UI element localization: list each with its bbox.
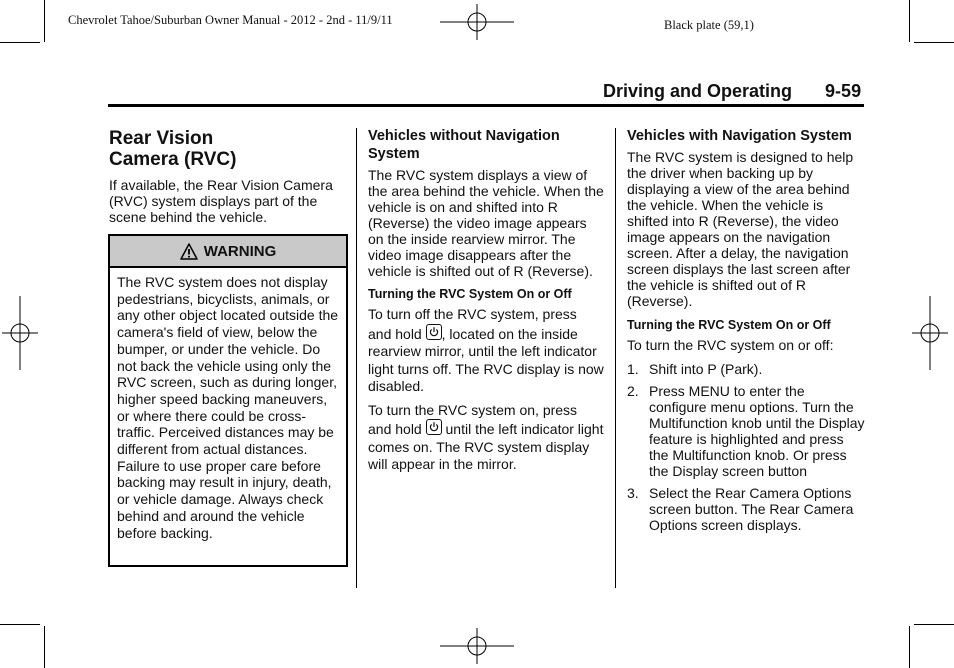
section-title: Driving and Operating — [603, 81, 793, 101]
column-divider — [356, 128, 357, 588]
intro-paragraph: If available, the Rear Vision Camera (RVC) system displays part of the scene behind the vehicle. — [109, 177, 333, 225]
page-number: 9-59 — [825, 81, 862, 101]
subheading-on-off: Turning the RVC System On or Off — [627, 318, 831, 332]
warning-triangle-icon — [180, 243, 198, 260]
warning-label: WARNING — [203, 242, 277, 260]
page-title: Rear Vision Camera (RVC) — [109, 128, 237, 170]
registration-mark-icon — [440, 628, 514, 664]
middle-column — [368, 127, 604, 474]
turn-off-paragraph: To turn off the RVC system, press and hold , located on the inside rearview mirror, until the left indicator light turns off. The RVC display is now disabled. — [368, 306, 604, 394]
crop-mark — [914, 624, 954, 625]
turn-on-paragraph: To turn the RVC system on, press and hold until the left indicator light comes on. The RVC system display will appear in the mirror. — [368, 401, 604, 472]
list-item: 1. Shift into P (Park). — [627, 361, 763, 377]
column-divider — [615, 128, 616, 588]
print-header-plate: Black plate (59,1) — [664, 18, 754, 32]
section-header — [603, 81, 861, 102]
right-column — [627, 127, 865, 539]
body-paragraph: The RVC system displays a view of the area behind the vehicle. When the vehicle is on and shifted into R (Reverse) the video image appears on the inside rearview mirror. The video image disappears after the vehicle is shifted out of R (Reverse). — [368, 167, 604, 279]
section-heading-no-nav: Vehicles without Navigation System — [368, 128, 560, 162]
list-item: 2. Press MENU to enter the configure menu options. Turn the Multifunction knob until the Display feature is highlighted and press the Multifunction knob. Or press the Display screen button — [627, 383, 865, 479]
power-button-icon — [426, 324, 442, 340]
list-item: 3. Select the Rear Camera Options screen button. The Rear Camera Options screen displays. — [627, 485, 854, 533]
subheading-on-off: Turning the RVC System On or Off — [368, 287, 572, 301]
crop-mark — [44, 626, 45, 668]
crop-mark — [44, 0, 45, 42]
section-heading-with-nav: Vehicles with Navigation System — [627, 128, 852, 144]
crop-mark — [909, 626, 910, 668]
registration-mark-icon — [2, 296, 38, 370]
crop-mark — [909, 0, 910, 42]
crop-mark — [0, 42, 40, 43]
left-column — [109, 128, 347, 225]
steps-list — [627, 361, 865, 533]
registration-mark-icon — [440, 4, 514, 40]
crop-mark — [914, 42, 954, 43]
warning-header — [110, 236, 346, 268]
crop-mark — [0, 624, 40, 625]
warning-box — [108, 234, 348, 567]
power-button-icon — [426, 419, 442, 435]
print-header-manual: Chevrolet Tahoe/Suburban Owner Manual - 2012 - 2nd - 11/9/11 — [68, 13, 393, 27]
registration-mark-icon — [912, 296, 948, 370]
warning-text: The RVC system does not display pedestrians, bicyclists, animals, or any other object located outside the camera's field of view, below the bumper, or under the vehicle. Do not back the vehicle using only the RVC screen, such as during longer, higher speed backing maneuvers, or where there could be cross-traffic. Perceived distances may be different from actual distances. Failure to use proper care before backing may result in injury, death, or vehicle damage. Always check behind and around the vehicle before backing. — [117, 274, 339, 541]
steps-intro: To turn the RVC system on or off: — [627, 337, 834, 353]
body-paragraph: The RVC system is designed to help the driver when backing up by displaying a view of the area behind the vehicle. When the vehicle is shifted into R (Reverse), the video image appears on the navigation screen. After a delay, the navigation screen displays the last screen after the vehicle is shifted out of R (Reverse). — [627, 149, 854, 309]
